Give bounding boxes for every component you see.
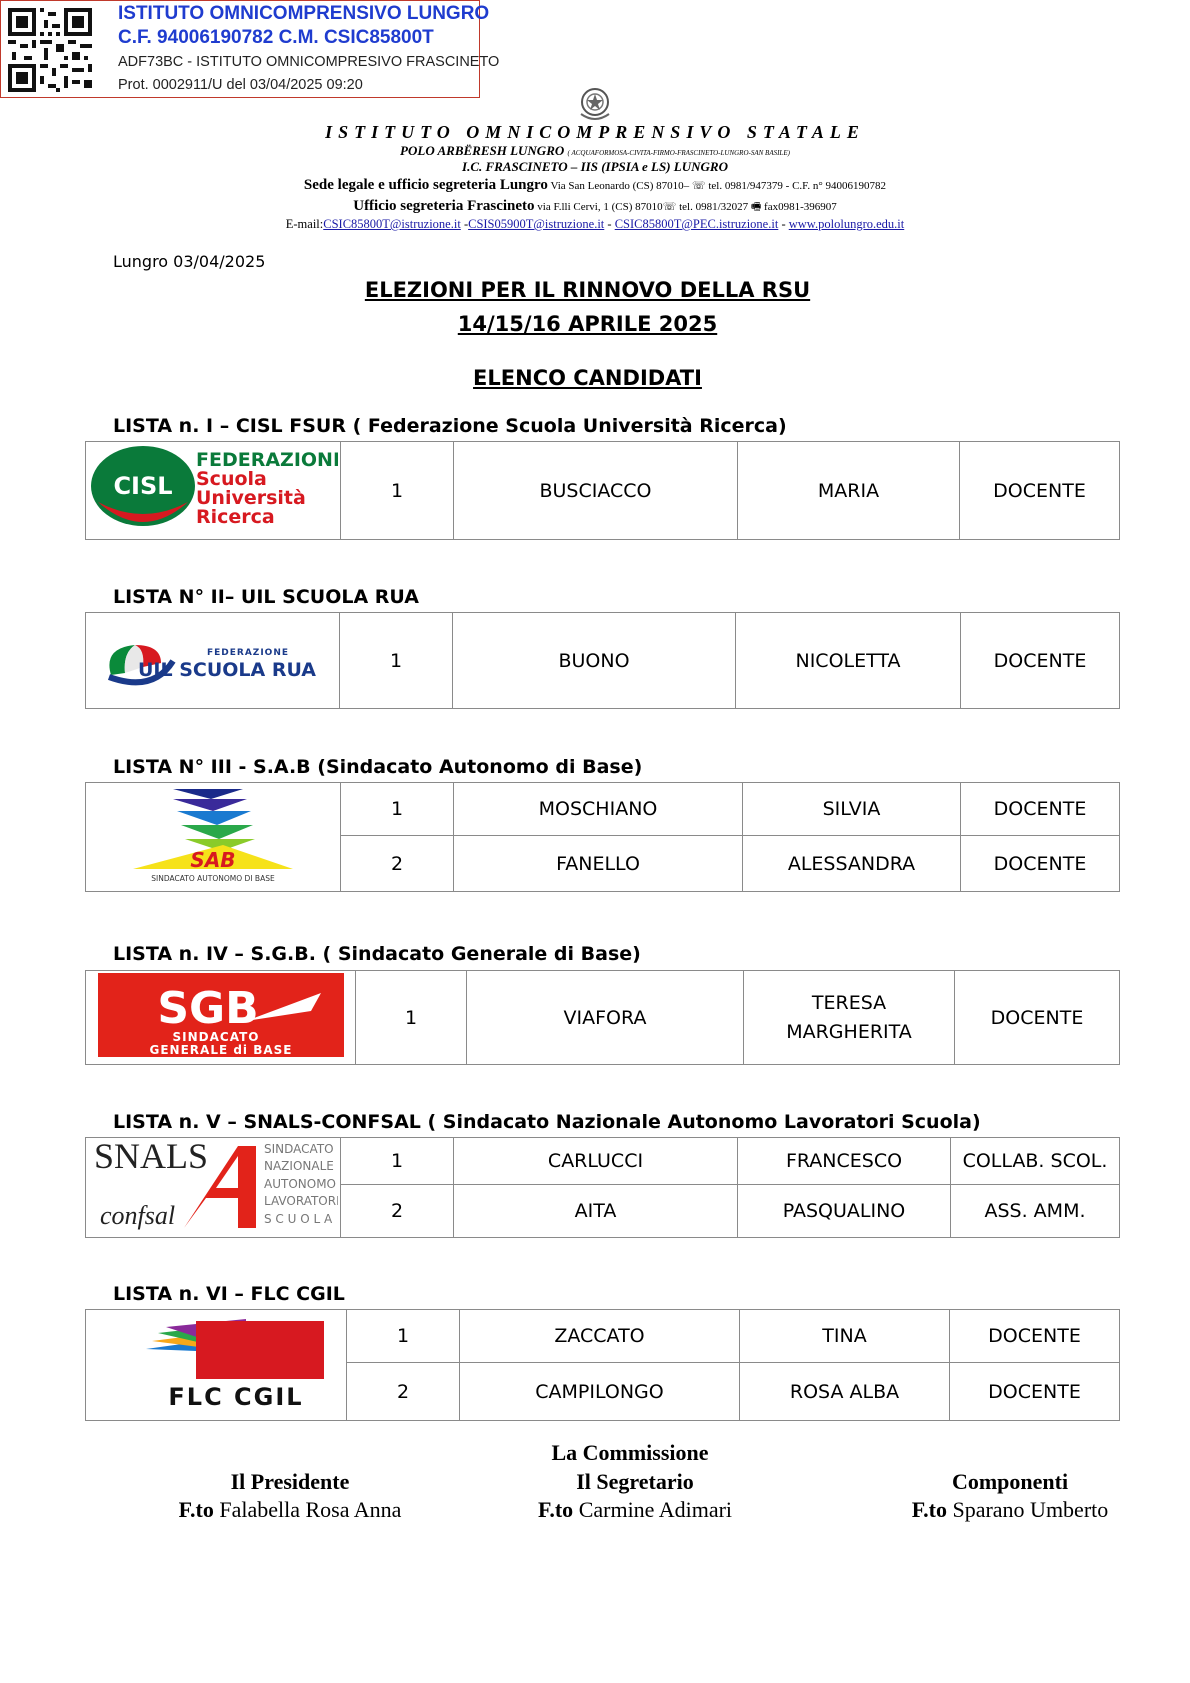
cell-role: DOCENTE xyxy=(961,836,1120,892)
cell-role: DOCENTE xyxy=(950,1310,1120,1363)
stamp-aoo: ADF73BC - ISTITUTO OMNICOMPRESIVO FRASCINETO xyxy=(118,54,500,70)
institute-title: ISTITUTO OMNICOMPRENSIVO STATALE xyxy=(325,122,865,142)
cell-name: PASQUALINO xyxy=(738,1184,951,1237)
stamp-codes: C.F. 94006190782 C.M. CSIC85800T xyxy=(118,27,434,48)
sgb-logo-sub1: SINDACATO xyxy=(172,1030,259,1044)
snals-logo-r1: SINDACATO xyxy=(264,1142,334,1156)
cell-number: 2 xyxy=(341,1184,454,1237)
uil-logo-text: UIL SCUOLA RUA xyxy=(137,659,316,681)
snals-logo-r3: AUTONOMO xyxy=(264,1177,336,1191)
qr-code-icon xyxy=(8,8,92,92)
stamp-protocol: Prot. 0002911/U del 03/04/2025 09:20 xyxy=(118,77,363,93)
candidates-table-3 xyxy=(85,782,1120,892)
cell-number: 2 xyxy=(347,1363,460,1421)
sab-logo xyxy=(86,783,341,892)
commission-label: La Commissione xyxy=(551,1440,709,1465)
cisl-logo xyxy=(86,442,341,540)
cell-role: DOCENTE xyxy=(955,971,1120,1065)
list-heading-1: LISTA n. I – CISL FSUR ( Federazione Scuola Università Ricerca) xyxy=(113,415,787,437)
snals-logo-sub: confsal xyxy=(100,1201,176,1230)
cell-name: TINA xyxy=(740,1310,950,1363)
table-row xyxy=(86,1310,1120,1363)
flc-cgil-logo xyxy=(86,1310,347,1421)
cell-name-line2: MARGHERITA xyxy=(786,1020,912,1043)
candidates-table-5 xyxy=(85,1137,1120,1238)
table-row xyxy=(86,971,1120,1065)
cisl-logo-l3: Università xyxy=(196,487,306,509)
institute-ic: I.C. FRASCINETO – IIS (IPSIA e LS) LUNGRO xyxy=(462,159,728,174)
snals-logo-text: SNALS xyxy=(94,1138,209,1176)
cell-surname: BUONO xyxy=(453,613,736,709)
pec-link[interactable]: CSIC85800T@PEC.istruzione.it xyxy=(614,217,779,231)
list-heading-5: LISTA n. V – SNALS-CONFSAL ( Sindacato Nazionale Autonomo Lavoratori Scuola) xyxy=(113,1111,981,1133)
cell-name: NICOLETTA xyxy=(736,613,961,709)
cell-role: COLLAB. SCOL. xyxy=(951,1138,1120,1185)
institute-sede: Sede legale e ufficio segreteria Lungro Via San Leonardo (CS) 87010– ☏ tel. 0981/947379 - C.F. n° 94006190782 xyxy=(303,177,887,193)
cisl-logo-l1: FEDERAZIONE xyxy=(196,449,338,471)
email-link-1[interactable]: CSIC85800T@istruzione.it xyxy=(323,217,461,231)
sgb-logo-icon xyxy=(96,971,346,1059)
snals-logo-r4: LAVORATORI xyxy=(264,1194,338,1208)
cisl-logo-l2: Scuola xyxy=(196,468,267,490)
cell-role: DOCENTE xyxy=(961,783,1120,836)
president-signature: Il Presidente F.to Falabella Rosa Anna xyxy=(178,1469,402,1522)
table-row xyxy=(86,442,1120,540)
sab-logo-icon xyxy=(93,785,333,885)
flc-cgil-logo-text: FLC CGIL xyxy=(168,1382,304,1411)
cell-role: ASS. AMM. xyxy=(951,1184,1120,1237)
cell-number: 1 xyxy=(341,1138,454,1185)
list-heading-2: LISTA N° II– UIL SCUOLA RUA xyxy=(113,586,419,608)
members-signature: Componenti F.to Sparano Umberto xyxy=(911,1469,1109,1522)
cell-role: DOCENTE xyxy=(950,1363,1120,1421)
flc-cgil-logo-icon xyxy=(96,1313,336,1413)
cell-surname: CAMPILONGO xyxy=(460,1363,740,1421)
cell-surname: AITA xyxy=(454,1184,738,1237)
stamp-institute: ISTITUTO OMNICOMPRENSIVO LUNGRO xyxy=(118,3,490,24)
list-heading-4: LISTA n. IV – S.G.B. ( Sindacato Generale di Base) xyxy=(113,943,641,965)
table-row xyxy=(86,783,1120,836)
table-row xyxy=(86,613,1120,709)
snals-logo-r2: NAZIONALE xyxy=(264,1159,334,1173)
institute-polo: POLO ARBËRESH LUNGRO ( ACQUAFORMOSA-CIVITA-FIRMO-FRASCINETO-LUNGRO-SAN BASILE) xyxy=(400,143,790,158)
institute-contacts: E-mail:CSIC85800T@istruzione.it -CSIS05900T@istruzione.it - CSIC85800T@PEC.istruzione.it - www.pololungro.edu.it xyxy=(285,217,905,231)
sgb-logo-text: SGB xyxy=(156,983,259,1034)
cell-surname: MOSCHIANO xyxy=(454,783,743,836)
sgb-logo-sub2: GENERALE di BASE xyxy=(149,1043,292,1057)
cell-number: 1 xyxy=(347,1310,460,1363)
title-dates: 14/15/16 APRILE 2025 xyxy=(457,312,718,336)
cell-number: 1 xyxy=(340,613,453,709)
cell-name-line1: TERESA xyxy=(811,991,887,1014)
protocol-stamp xyxy=(0,0,500,98)
cell-surname: ZACCATO xyxy=(460,1310,740,1363)
snals-logo-r5: S C U O L A xyxy=(264,1212,333,1226)
cisl-logo-l4: Ricerca xyxy=(196,506,275,528)
cell-number: 2 xyxy=(341,836,454,892)
snals-confsal-logo-icon xyxy=(88,1138,338,1232)
cell-number: 1 xyxy=(341,442,454,540)
cell-surname: BUSCIACCO xyxy=(454,442,738,540)
cell-name: ALESSANDRA xyxy=(743,836,961,892)
candidates-table-6 xyxy=(85,1309,1120,1421)
snals-logo xyxy=(86,1138,341,1238)
title-candidates: ELENCO CANDIDATI xyxy=(473,366,702,390)
sab-logo-text: SAB xyxy=(190,847,236,872)
document-date: Lungro 03/04/2025 xyxy=(113,252,266,271)
list-heading-3: LISTA N° III - S.A.B (Sindacato Autonomo di Base) xyxy=(113,756,643,778)
cell-role: DOCENTE xyxy=(961,613,1120,709)
uil-scuola-rua-logo-icon xyxy=(93,623,333,693)
cell-name: MARIA xyxy=(738,442,960,540)
candidates-table-4 xyxy=(85,970,1120,1065)
cell-name: ROSA ALBA xyxy=(740,1363,950,1421)
secretary-signature: Il Segretario F.to Carmine Adimari xyxy=(537,1469,733,1522)
cell-name: FRANCESCO xyxy=(738,1138,951,1185)
uil-logo xyxy=(86,613,340,709)
email-link-2[interactable]: CSIS05900T@istruzione.it xyxy=(468,217,605,231)
cisl-logo-text: CISL xyxy=(113,472,173,500)
candidates-table-2 xyxy=(85,612,1120,709)
cell-surname: CARLUCCI xyxy=(454,1138,738,1185)
sgb-logo xyxy=(86,971,356,1065)
cell-role: DOCENTE xyxy=(960,442,1120,540)
sab-logo-sub: SINDACATO AUTONOMO DI BASE xyxy=(151,873,275,883)
title-elections: ELEZIONI PER IL RINNOVO DELLA RSU xyxy=(364,278,811,302)
institute-office: Ufficio segreteria Frascineto via F.lli Cervi, 1 (CS) 87010☏ tel. 0981/32027 🖷 fax0981-396907 xyxy=(353,198,837,214)
website-link[interactable]: www.pololungro.edu.it xyxy=(788,217,905,231)
table-row xyxy=(86,1138,1120,1185)
cell-number: 1 xyxy=(356,971,467,1065)
cisl-fsur-logo-icon xyxy=(88,442,338,534)
cell-name xyxy=(744,971,955,1065)
italian-republic-emblem-icon xyxy=(575,84,615,122)
cell-surname: VIAFORA xyxy=(467,971,744,1065)
candidates-table-1 xyxy=(85,441,1120,540)
cell-name: SILVIA xyxy=(743,783,961,836)
uil-logo-top: FEDERAZIONE xyxy=(206,648,289,658)
cell-number: 1 xyxy=(341,783,454,836)
cell-surname: FANELLO xyxy=(454,836,743,892)
list-heading-6: LISTA n. VI – FLC CGIL xyxy=(113,1283,345,1305)
